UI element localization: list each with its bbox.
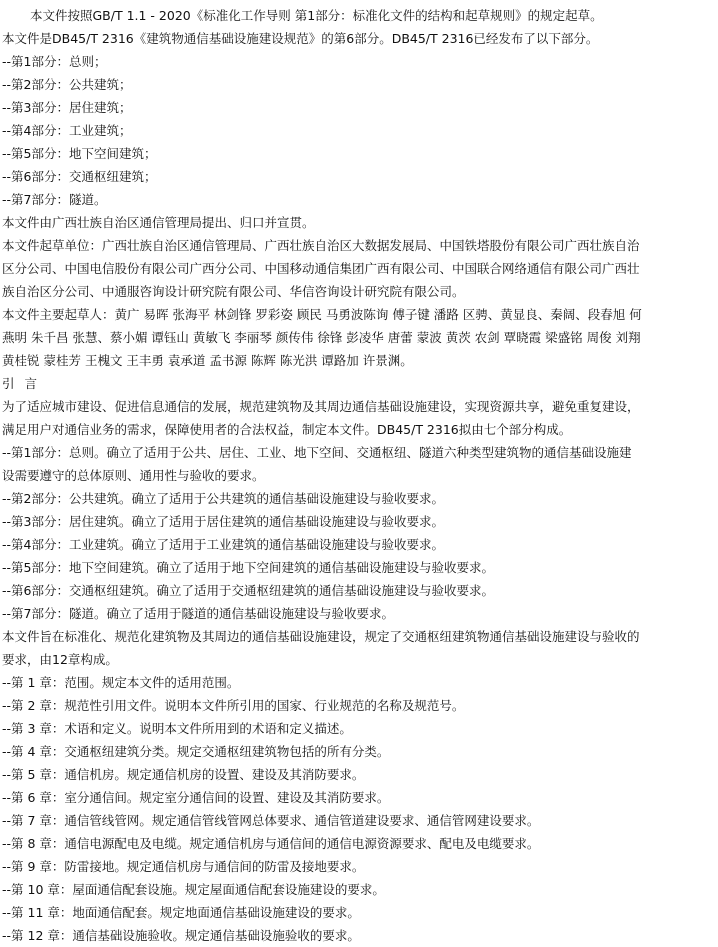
- proposer-paragraph: 本文件由广西壮族自治区通信管理局提出、归口并宣贯。: [2, 215, 315, 230]
- part-list-item: --第4部分：工业建筑；: [2, 123, 132, 138]
- part-description-item: --第4部分：工业建筑。确立了适用于工业建筑的通信基础设施建设与验收要求。: [2, 537, 444, 552]
- part-description-item: --第6部分：交通枢纽建筑。确立了适用于交通枢纽建筑的通信基础设施建设与验收要求。: [2, 583, 494, 598]
- chapter-list-item: --第 2 章：规范性引用文件。说明本文件所引用的国家、行业规范的名称及规范号。: [2, 698, 465, 713]
- series-intro-paragraph: 本文件是DB45/T 2316《建筑物通信基础设施建设规范》的第6部分。DB45/T 2316已经发布了以下部分。: [2, 31, 599, 46]
- chapter-list-item: --第 5 章：通信机房。规定通信机房的设置、建设及其消防要求。: [2, 767, 365, 782]
- chapter-list-item: --第 8 章：通信电源配电及电缆。规定通信机房与通信间的通信电源资源要求、配电及电缆要求。: [2, 836, 540, 851]
- introduction-paragraph: 为了适应城市建设、促进信息通信的发展，规范建筑物及其周边通信基础设施建设，实现资源共享，避免重复建设，: [2, 399, 640, 414]
- part-list-item: --第7部分：隧道。: [2, 192, 107, 207]
- part-description-item: --第2部分：公共建筑。确立了适用于公共建筑的通信基础设施建设与验收要求。: [2, 491, 444, 506]
- part-description-item: --第7部分：隧道。确立了适用于隧道的通信基础设施建设与验收要求。: [2, 606, 394, 621]
- drafting-rules-paragraph: 本文件按照GB/T 1.1 - 2020《标准化工作导则 第1部分：标准化文件的结构和起草规则》的规定起草。: [30, 8, 603, 23]
- part-list-item: --第3部分：居住建筑；: [2, 100, 132, 115]
- drafters-paragraph: 本文件主要起草人：黄广 易晖 张海平 林剑锋 罗彩姿 顾民 马勇波陈询 傅子键 潘路 区骋、黄显良、秦阔、段春旭 何: [2, 307, 642, 322]
- part-list-item: --第6部分：交通枢纽建筑；: [2, 169, 157, 184]
- chapter-list-item: --第 7 章：通信管线管网。规定通信管线管网总体要求、通信管道建设要求、通信管网建设要求。: [2, 813, 540, 828]
- drafting-units-paragraph: 族自治区分公司、中通服咨询设计研究院有限公司、华信咨询设计研究院有限公司。: [2, 284, 465, 299]
- scope-paragraph: 要求，由12章构成。: [2, 652, 118, 667]
- scope-paragraph: 本文件旨在标准化、规范化建筑物及其周边的通信基础设施建设，规定了交通枢纽建筑物通信基础设施建设与验收的: [2, 629, 640, 644]
- chapter-list-item: --第 12 章：通信基础设施验收。规定通信基础设施验收的要求。: [2, 928, 360, 943]
- chapter-list-item: --第 4 章：交通枢纽建筑分类。规定交通枢纽建筑物包括的所有分类。: [2, 744, 390, 759]
- part-list-item: --第1部分：总则；: [2, 54, 107, 69]
- part-description-item: 设需要遵守的总体原则、通用性与验收的要求。: [2, 468, 265, 483]
- part-description-item: --第1部分：总则。确立了适用于公共、居住、工业、地下空间、交通枢纽、隧道六种类型建筑物的通信基础设施建: [2, 445, 632, 460]
- chapter-list-item: --第 1 章：范围。规定本文件的适用范围。: [2, 675, 240, 690]
- chapter-list-item: --第 11 章：地面通信配套。规定地面通信基础设施建设的要求。: [2, 905, 360, 920]
- introduction-heading: 引 言: [2, 376, 40, 391]
- part-list-item: --第2部分：公共建筑；: [2, 77, 132, 92]
- chapter-list-item: --第 6 章：室分通信间。规定室分通信间的设置、建设及其消防要求。: [2, 790, 390, 805]
- drafting-units-paragraph: 区分公司、中国电信股份有限公司广西分公司、中国移动通信集团广西有限公司、中国联合网络通信有限公司广西壮: [2, 261, 640, 276]
- part-list-item: --第5部分：地下空间建筑；: [2, 146, 157, 161]
- introduction-paragraph: 满足用户对通信业务的需求，保障使用者的合法权益，制定本文件。DB45/T 2316拟由七个部分构成。: [2, 422, 572, 437]
- drafters-paragraph: 燕明 朱千昌 张慧、蔡小媚 谭钰山 黄敏飞 李丽琴 颜传伟 徐锋 彭凌华 唐蕾 蒙波 黄茨 农剑 覃晓霞 梁盛铭 周俊 刘翔: [2, 330, 641, 345]
- part-description-item: --第3部分：居住建筑。确立了适用于居住建筑的通信基础设施建设与验收要求。: [2, 514, 444, 529]
- part-description-item: --第5部分：地下空间建筑。确立了适用于地下空间建筑的通信基础设施建设与验收要求。: [2, 560, 494, 575]
- drafters-paragraph: 黄桂锐 蒙桂芳 王槐文 王丰勇 袁承道 孟书源 陈辉 陈光洪 谭路加 许景渊。: [2, 353, 413, 368]
- chapter-list-item: --第 10 章：屋面通信配套设施。规定屋面通信配套设施建设的要求。: [2, 882, 385, 897]
- chapter-list-item: --第 9 章：防雷接地。规定通信机房与通信间的防雷及接地要求。: [2, 859, 365, 874]
- drafting-units-paragraph: 本文件起草单位：广西壮族自治区通信管理局、广西壮族自治区大数据发展局、中国铁塔股份有限公司广西壮族自治: [2, 238, 640, 253]
- chapter-list-item: --第 3 章：术语和定义。说明本文件所用到的术语和定义描述。: [2, 721, 352, 736]
